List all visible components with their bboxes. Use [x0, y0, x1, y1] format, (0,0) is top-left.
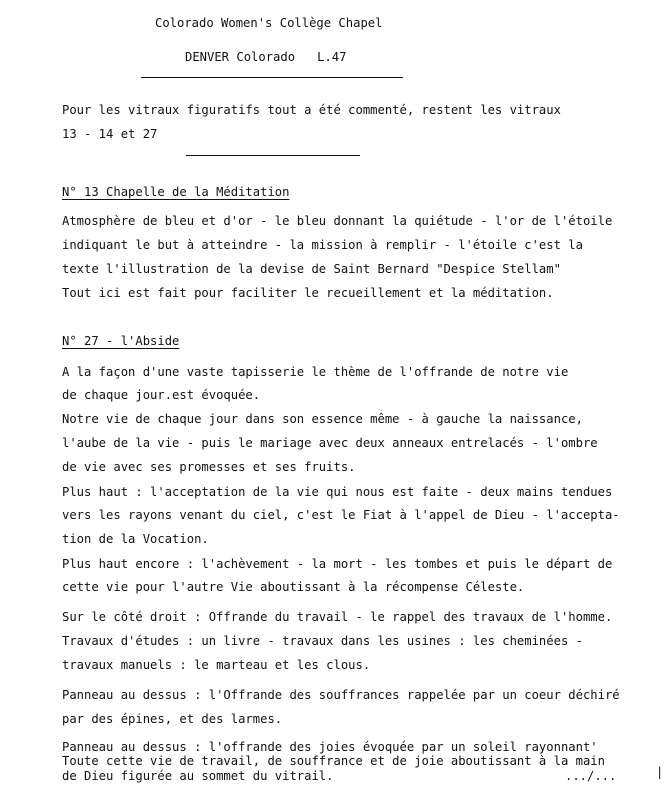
section-13-line: Tout ici est fait pour faciliter le recueillement et la méditation.	[62, 286, 554, 300]
section-27-heading: N° 27 - l'Abside	[62, 334, 180, 348]
section-27-line: Panneau au dessus : l'Offrande des souffrances rappelée par un coeur déchiré	[62, 688, 620, 702]
section-13-line: indiquant le but à atteindre - la mission à remplir - l'étoile c'est la	[62, 238, 583, 252]
section-27-line: Plus haut encore : l'achèvement - la mort - les tombes et puis le départ de	[62, 557, 613, 571]
section-27-line: de Dieu figurée au sommet du vitrail.	[62, 769, 334, 783]
section-27-line: Toute cette vie de travail, de souffrance et de joie aboutissant à la main	[62, 754, 605, 768]
intro-line: 13 - 14 et 27	[62, 127, 158, 141]
section-27-line: Sur le côté droit : Offrande du travail - le rappel des travaux de l'homme.	[62, 610, 613, 624]
section-27-line: de chaque jour.est évoquée.	[62, 388, 261, 402]
intro-line: Pour les vitraux figuratifs tout a été commenté, restent les vitraux	[62, 103, 561, 117]
header-rule	[141, 77, 403, 78]
section-27-line: cette vie pour l'autre Vie aboutissant à la récompense Céleste.	[62, 580, 525, 594]
intro-rule	[186, 155, 360, 156]
section-27-line: travaux manuels : le marteau et les clous.	[62, 658, 371, 672]
section-13-line: texte l'illustration de la devise de Saint Bernard "Despice Stellam"	[62, 262, 561, 276]
section-27-line: Panneau au dessus : l'offrande des joies évoquée par un soleil rayonnant'	[62, 740, 598, 754]
section-27-line: tion de la Vocation.	[62, 532, 209, 546]
section-27-line: Travaux d'études : un livre - travaux dans les usines : les cheminées -	[62, 634, 583, 648]
section-13-heading: N° 13 Chapelle de la Méditation	[62, 185, 290, 199]
section-27-line: Notre vie de chaque jour dans son essence même - à gauche la naissance,	[62, 412, 583, 426]
section-27-line: l'aube de la vie - puis le mariage avec deux anneaux entrelacés - l'ombre	[62, 436, 598, 450]
section-27-line: A la façon d'une vaste tapisserie le thème de l'offrande de notre vie	[62, 365, 569, 379]
continuation-mark: .../...	[565, 769, 617, 783]
section-27-line: par des épines, et des larmes.	[62, 712, 283, 726]
section-27-line: Plus haut : l'acceptation de la vie qui nous est faite - deux mains tendues	[62, 485, 613, 499]
section-27-line: vers les rayons venant du ciel, c'est le Fiat à l'appel de Dieu - l'accepta-	[62, 508, 620, 522]
header-title: Colorado Women's Collège Chapel	[155, 16, 383, 30]
header-location: DENVER Colorado L.47	[185, 50, 347, 64]
section-13-line: Atmosphère de bleu et d'or - le bleu donnant la quiétude - l'or de l'étoile	[62, 214, 613, 228]
section-27-line: de vie avec ses promesses et ses fruits.	[62, 460, 356, 474]
margin-mark: |	[656, 765, 664, 779]
